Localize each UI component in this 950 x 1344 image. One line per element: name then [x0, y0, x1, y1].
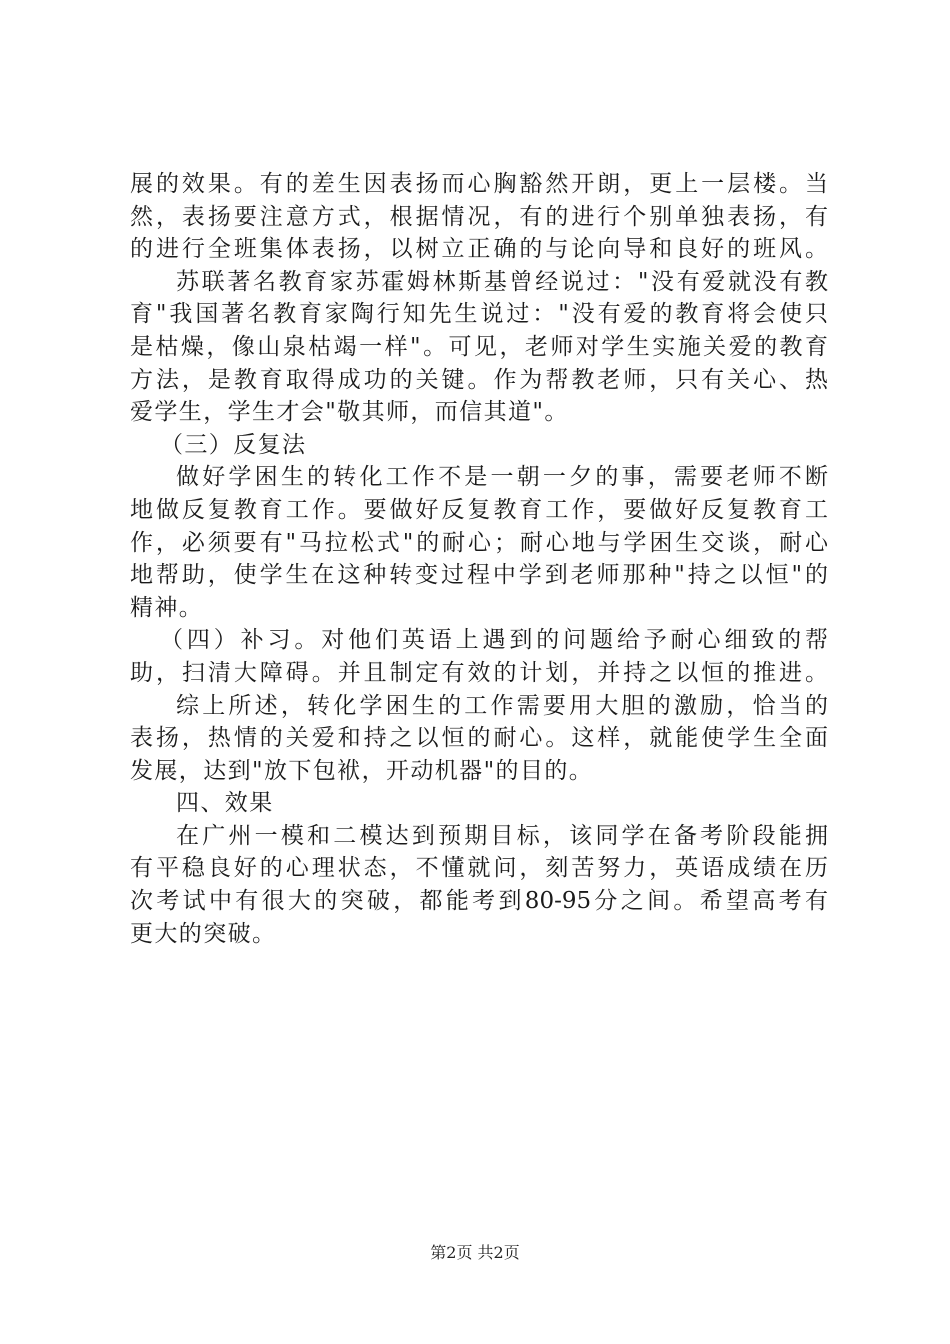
text-line: 助，扫清大障碍。并且制定有效的计划，并持之以恒的推进。 — [130, 659, 828, 686]
text-line: 作，必须要有"马拉松式"的耐心；耐心地与学困生交谈，耐心 — [130, 529, 828, 556]
paragraph-first-line: （四）补习。对他们英语上遇到的问题给予耐心细致的帮 — [160, 627, 828, 654]
text-line: 有平稳良好的心理状态，不懂就问，刻苦努力，英语成绩在历 — [130, 855, 828, 882]
text-line: 更大的突破。 — [130, 920, 277, 947]
section-heading: （三）反复法 — [160, 431, 307, 458]
text-line: 然，表扬要注意方式，根据情况，有的进行个别单独表扬，有 — [130, 203, 828, 230]
text-line: 爱学生，学生才会"敬其师，而信其道"。 — [130, 399, 569, 426]
text-line: 次考试中有很大的突破，都能考到80-95分之间。希望高考有 — [130, 888, 828, 915]
document-body — [130, 168, 828, 950]
text-line: 精神。 — [130, 594, 204, 621]
text-line: 发展，达到"放下包袱，开动机器"的目的。 — [130, 757, 594, 784]
text-line: 表扬，热情的关爱和持之以恒的耐心。这样，就能使学生全面 — [130, 725, 828, 752]
text-line: 展的效果。有的差生因表扬而心胸豁然开朗，更上一层楼。当 — [130, 171, 828, 197]
text-line: 是枯燥，像山泉枯竭一样"。可见，老师对学生实施关爱的教育 — [130, 333, 828, 360]
paragraph-first-line: 综上所述，转化学困生的工作需要用大胆的激励，恰当的 — [176, 692, 828, 719]
paragraph-first-line: 苏联著名教育家苏霍姆林斯基曾经说过："没有爱就没有教 — [176, 268, 828, 295]
text-line: 地做反复教育工作。要做好反复教育工作，要做好反复教育工 — [130, 496, 828, 523]
text-line: 的进行全班集体表扬，以树立正确的与论向导和良好的班风。 — [130, 236, 828, 263]
text-line: 育"我国著名教育家陶行知先生说过："没有爱的教育将会使只 — [130, 301, 828, 328]
text-line: 方法，是教育取得成功的关键。作为帮教老师，只有关心、热 — [130, 366, 828, 393]
page-number-footer: 第2页 共2页 — [430, 1243, 520, 1262]
text-line: 地帮助，使学生在这种转变过程中学到老师那种"持之以恒"的 — [130, 562, 828, 589]
paragraph-first-line: 在广州一模和二模达到预期目标，该同学在备考阶段能拥 — [176, 822, 828, 849]
paragraph-first-line: 做好学困生的转化工作不是一朝一夕的事，需要老师不断 — [176, 464, 828, 491]
section-heading: 四、效果 — [176, 790, 274, 817]
